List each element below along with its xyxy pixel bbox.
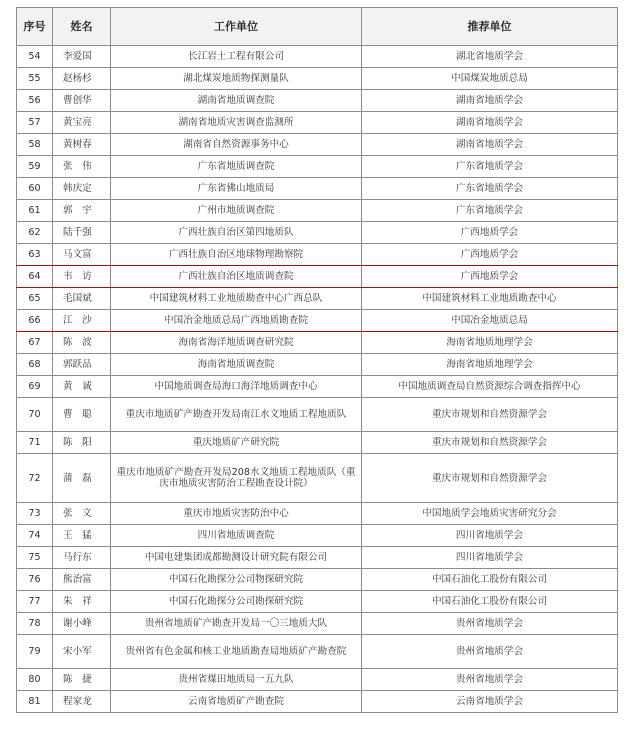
row-name: 马文富 bbox=[53, 244, 111, 266]
row-number: 69 bbox=[17, 376, 53, 398]
table-row bbox=[17, 266, 618, 288]
row-workplace: 广西壮族自治区第四地质队 bbox=[111, 222, 362, 244]
row-recommender: 广东省地质学会 bbox=[362, 178, 618, 200]
row-recommender: 贵州省地质学会 bbox=[362, 613, 618, 635]
row-workplace: 贵州省煤田地质局一五九队 bbox=[111, 669, 362, 691]
table-row bbox=[17, 398, 618, 432]
row-number: 61 bbox=[17, 200, 53, 222]
row-workplace: 湖南省地质灾害调查监测所 bbox=[111, 112, 362, 134]
row-workplace: 中国地质调查局海口海洋地质调查中心 bbox=[111, 376, 362, 398]
row-recommender: 广西地质学会 bbox=[362, 266, 618, 288]
row-recommender: 海南省地质地理学会 bbox=[362, 332, 618, 354]
row-name: 曹 聪 bbox=[53, 398, 111, 432]
row-workplace: 湖南省自然资源事务中心 bbox=[111, 134, 362, 156]
row-name: 曹创华 bbox=[53, 90, 111, 112]
table-row bbox=[17, 156, 618, 178]
row-recommender: 中国煤炭地质总局 bbox=[362, 68, 618, 90]
row-workplace: 重庆市地质矿产勘查开发局南江水文地质工程地质队 bbox=[111, 398, 362, 432]
table-row bbox=[17, 288, 618, 310]
row-recommender: 广东省地质学会 bbox=[362, 156, 618, 178]
row-number: 78 bbox=[17, 613, 53, 635]
row-name: 陆千强 bbox=[53, 222, 111, 244]
row-number: 57 bbox=[17, 112, 53, 134]
row-workplace: 海南省海洋地质调查研究院 bbox=[111, 332, 362, 354]
row-name: 马行东 bbox=[53, 547, 111, 569]
table-row bbox=[17, 669, 618, 691]
row-number: 59 bbox=[17, 156, 53, 178]
row-recommender: 湖南省地质学会 bbox=[362, 134, 618, 156]
row-recommender: 贵州省地质学会 bbox=[362, 669, 618, 691]
table-row bbox=[17, 222, 618, 244]
row-workplace: 湖南省地质调查院 bbox=[111, 90, 362, 112]
row-recommender: 湖北省地质学会 bbox=[362, 46, 618, 68]
row-workplace: 重庆市地质灾害防治中心 bbox=[111, 503, 362, 525]
row-recommender: 广西地质学会 bbox=[362, 222, 618, 244]
row-number: 65 bbox=[17, 288, 53, 310]
row-recommender: 广西地质学会 bbox=[362, 244, 618, 266]
row-name: 张 伟 bbox=[53, 156, 111, 178]
table-row bbox=[17, 354, 618, 376]
row-recommender: 重庆市规划和自然资源学会 bbox=[362, 432, 618, 454]
row-name: 韩庆定 bbox=[53, 178, 111, 200]
row-name: 程家龙 bbox=[53, 691, 111, 713]
row-workplace: 中国建筑材料工业地质勘查中心广西总队 bbox=[111, 288, 362, 310]
row-recommender: 广东省地质学会 bbox=[362, 200, 618, 222]
row-name: 赵杨杉 bbox=[53, 68, 111, 90]
row-name: 张 文 bbox=[53, 503, 111, 525]
row-name: 陈 波 bbox=[53, 332, 111, 354]
row-name: 郭 宇 bbox=[53, 200, 111, 222]
row-name: 朱 祥 bbox=[53, 591, 111, 613]
row-name: 黄 诚 bbox=[53, 376, 111, 398]
row-number: 54 bbox=[17, 46, 53, 68]
table-row bbox=[17, 635, 618, 669]
table-row bbox=[17, 90, 618, 112]
row-recommender: 四川省地质学会 bbox=[362, 525, 618, 547]
table-row bbox=[17, 332, 618, 354]
header-workplace: 工作单位 bbox=[111, 8, 362, 46]
table-row bbox=[17, 525, 618, 547]
row-number: 74 bbox=[17, 525, 53, 547]
row-recommender: 中国冶金地质总局 bbox=[362, 310, 618, 332]
row-name: 谢小峰 bbox=[53, 613, 111, 635]
nominee-table bbox=[16, 7, 618, 713]
row-number: 71 bbox=[17, 432, 53, 454]
row-name: 李爱国 bbox=[53, 46, 111, 68]
row-recommender: 贵州省地质学会 bbox=[362, 635, 618, 669]
row-workplace: 四川省地质调查院 bbox=[111, 525, 362, 547]
table-row bbox=[17, 503, 618, 525]
row-workplace: 广州市地质调查院 bbox=[111, 200, 362, 222]
table-row bbox=[17, 591, 618, 613]
row-number: 79 bbox=[17, 635, 53, 669]
row-number: 68 bbox=[17, 354, 53, 376]
header-row bbox=[17, 8, 618, 46]
row-name: 郭跃品 bbox=[53, 354, 111, 376]
row-workplace: 中国石化勘探分公司物探研究院 bbox=[111, 569, 362, 591]
table-row bbox=[17, 613, 618, 635]
row-name: 陈 捷 bbox=[53, 669, 111, 691]
row-name: 韦 访 bbox=[53, 266, 111, 288]
row-number: 80 bbox=[17, 669, 53, 691]
row-recommender: 中国地质学会地质灾害研究分会 bbox=[362, 503, 618, 525]
header-name: 姓名 bbox=[53, 8, 111, 46]
row-number: 63 bbox=[17, 244, 53, 266]
table-row bbox=[17, 454, 618, 503]
row-recommender: 中国建筑材料工业地质勘查中心 bbox=[362, 288, 618, 310]
row-name: 熊治富 bbox=[53, 569, 111, 591]
row-recommender: 湖南省地质学会 bbox=[362, 112, 618, 134]
row-workplace: 海南省地质调查院 bbox=[111, 354, 362, 376]
table-row bbox=[17, 134, 618, 156]
row-name: 宋小军 bbox=[53, 635, 111, 669]
row-name: 陈 阳 bbox=[53, 432, 111, 454]
row-number: 76 bbox=[17, 569, 53, 591]
row-number: 70 bbox=[17, 398, 53, 432]
table-row bbox=[17, 244, 618, 266]
row-number: 73 bbox=[17, 503, 53, 525]
row-number: 67 bbox=[17, 332, 53, 354]
row-workplace: 中国石化勘探分公司勘探研究院 bbox=[111, 591, 362, 613]
table-row bbox=[17, 112, 618, 134]
table-body bbox=[17, 46, 618, 713]
row-workplace: 广东省地质调查院 bbox=[111, 156, 362, 178]
row-workplace: 长江岩土工程有限公司 bbox=[111, 46, 362, 68]
row-name: 黄宝亮 bbox=[53, 112, 111, 134]
row-workplace: 湖北煤炭地质物探测量队 bbox=[111, 68, 362, 90]
row-number: 66 bbox=[17, 310, 53, 332]
row-recommender: 云南省地质学会 bbox=[362, 691, 618, 713]
row-name: 蒲 磊 bbox=[53, 454, 111, 503]
row-recommender: 湖南省地质学会 bbox=[362, 90, 618, 112]
row-workplace: 云南省地质矿产勘查院 bbox=[111, 691, 362, 713]
row-number: 60 bbox=[17, 178, 53, 200]
row-number: 58 bbox=[17, 134, 53, 156]
row-number: 55 bbox=[17, 68, 53, 90]
header-number: 序号 bbox=[17, 8, 53, 46]
row-workplace: 重庆地质矿产研究院 bbox=[111, 432, 362, 454]
table-row bbox=[17, 569, 618, 591]
table-row bbox=[17, 547, 618, 569]
row-number: 75 bbox=[17, 547, 53, 569]
row-number: 72 bbox=[17, 454, 53, 503]
row-workplace: 中国电建集团成都勘测设计研究院有限公司 bbox=[111, 547, 362, 569]
row-name: 江 沙 bbox=[53, 310, 111, 332]
table-row bbox=[17, 200, 618, 222]
row-recommender: 重庆市规划和自然资源学会 bbox=[362, 454, 618, 503]
row-workplace: 中国冶金地质总局广西地质勘查院 bbox=[111, 310, 362, 332]
row-number: 56 bbox=[17, 90, 53, 112]
table-row bbox=[17, 46, 618, 68]
row-workplace: 贵州省地质矿产勘查开发局一〇三地质大队 bbox=[111, 613, 362, 635]
row-number: 81 bbox=[17, 691, 53, 713]
table-row bbox=[17, 432, 618, 454]
table-row bbox=[17, 310, 618, 332]
row-workplace: 广西壮族自治区地质调查院 bbox=[111, 266, 362, 288]
row-recommender: 中国地质调查局自然资源综合调查指挥中心 bbox=[362, 376, 618, 398]
row-workplace: 广东省佛山地质局 bbox=[111, 178, 362, 200]
table-row bbox=[17, 68, 618, 90]
table-row bbox=[17, 178, 618, 200]
table-row bbox=[17, 691, 618, 713]
row-workplace: 广西壮族自治区地球物理勘察院 bbox=[111, 244, 362, 266]
row-workplace: 贵州省有色金属和核工业地质勘查局地质矿产勘查院 bbox=[111, 635, 362, 669]
header-recommender: 推荐单位 bbox=[362, 8, 618, 46]
row-number: 77 bbox=[17, 591, 53, 613]
row-recommender: 海南省地质地理学会 bbox=[362, 354, 618, 376]
row-recommender: 重庆市规划和自然资源学会 bbox=[362, 398, 618, 432]
row-recommender: 四川省地质学会 bbox=[362, 547, 618, 569]
row-name: 毛国斌 bbox=[53, 288, 111, 310]
row-number: 64 bbox=[17, 266, 53, 288]
row-name: 王 猛 bbox=[53, 525, 111, 547]
row-number: 62 bbox=[17, 222, 53, 244]
row-name: 黄树春 bbox=[53, 134, 111, 156]
row-workplace: 重庆市地质矿产勘查开发局208水文地质工程地质队（重庆市地质灾害防治工程勘查设计院） bbox=[111, 454, 362, 503]
table-row bbox=[17, 376, 618, 398]
row-recommender: 中国石油化工股份有限公司 bbox=[362, 569, 618, 591]
row-recommender: 中国石油化工股份有限公司 bbox=[362, 591, 618, 613]
